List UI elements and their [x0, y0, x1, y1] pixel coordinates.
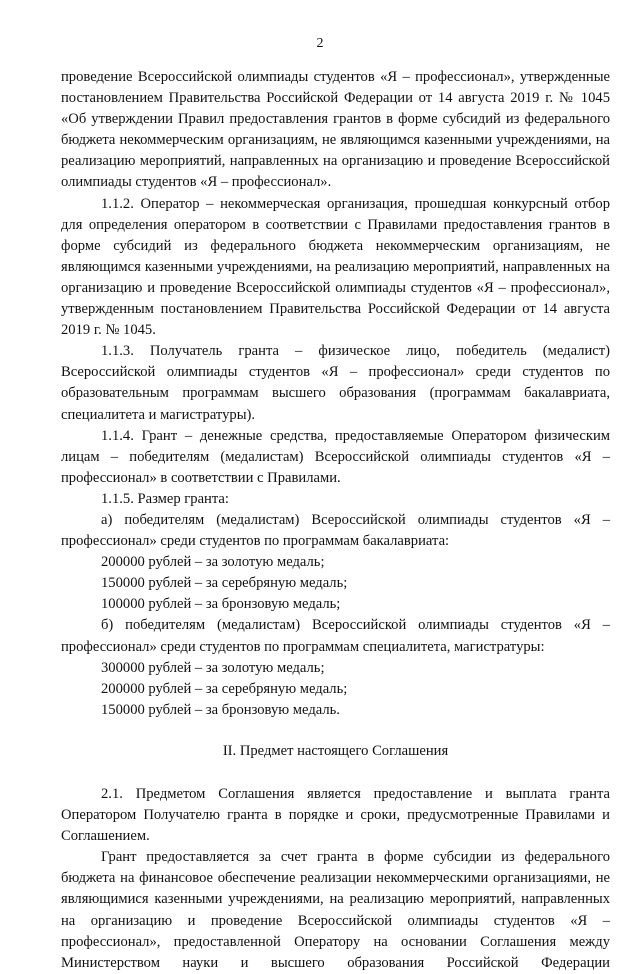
paragraph-b-specialist-master: б) победителям (медалистам) Всероссийской олимпиады студентов «Я – профессионал» среди студентов по программам специалитета, магистратуры: — [61, 617, 610, 655]
page-number: 2 — [316, 36, 324, 51]
paragraph-2-1: 2.1. Предметом Соглашения является предоставление и выплата гранта Оператором Получателю гранта в порядке и сроки, предусмотренные Правилами и Соглашением. — [61, 786, 610, 845]
paragraph-1-1-5: 1.1.5. Размер гранта: — [101, 490, 229, 507]
grant-amount-gold-bachelor: 200000 рублей – за золотую медаль; — [101, 554, 325, 571]
section-heading: II. Предмет настоящего Соглашения — [222, 742, 449, 759]
grant-amount-silver-master: 200000 рублей – за серебряную медаль; — [101, 680, 348, 697]
paragraph-grant-source: Грант предоставляется за счет гранта в форме субсидии из федерального бюджета на финансовое обеспечение реализации некоммерческими организациями, не являющимися казенными учреждениями, на реализацию мероприятий, направленных на организацию и проведение Всероссийской олимпиады студентов «Я – профессионал», предоставленной Оператору на основании Соглашения между Министерством науки и высшего образования Российской Федерации — [61, 849, 610, 971]
grant-amount-bronze-master: 150000 рублей – за бронзовую медаль. — [101, 701, 340, 718]
grant-amount-gold-master: 300000 рублей – за золотую медаль; — [101, 659, 325, 676]
paragraph-continuation: проведение Всероссийской олимпиады студентов «Я – профессионал», утвержденные постановлением Правительства Российской Федерации от 14 августа 2019 г. № 1045 «Об утверждении Правил предоставления грантов в форме субсидий из федерального бюджета некоммерческим организациям, не являющимся казенными учреждениями, на реализацию мероприятий, направленных на организацию и проведение Всероссийской олимпиады студентов «Я – профессионал». — [61, 69, 610, 191]
paragraph-1-1-4: 1.1.4. Грант – денежные средства, предоставляемые Оператором физическим лицам – победителям (медалистам) Всероссийской олимпиады студентов «Я – профессионал» в соответствии с Правилами. — [61, 427, 610, 486]
document-body — [61, 67, 610, 974]
grant-amount-bronze-bachelor: 100000 рублей – за бронзовую медаль; — [101, 596, 341, 613]
paragraph-a-bachelor: а) победителям (медалистам) Всероссийской олимпиады студентов «Я – профессионал» среди студентов по программам бакалавриата: — [61, 511, 610, 550]
paragraph-1-1-2: 1.1.2. Оператор – некоммерческая организация, прошедшая конкурсный отбор для определения оператором в соответствии с Правилами предоставления грантов в форме субсидий из федерального бюджета некоммерческим организациям, не являющимся казенными учреждениями, на реализацию мероприятий, направленных на организацию и проведение Всероссийской олимпиады студентов «Я – профессионал», утвержденным постановлением Правительства Российской Федерации от 14 августа 2019 г. № 1045. — [61, 195, 610, 339]
paragraph-1-1-3: 1.1.3. Получатель гранта – физическое лицо, победитель (медалист) Всероссийской олимпиады студентов «Я – профессионал» среди студентов по образовательным программам высшего образования (программам бакалавриата, специалитета и магистратуры). — [61, 343, 610, 423]
grant-amount-silver-bachelor: 150000 рублей – за серебряную медаль; — [101, 575, 348, 592]
